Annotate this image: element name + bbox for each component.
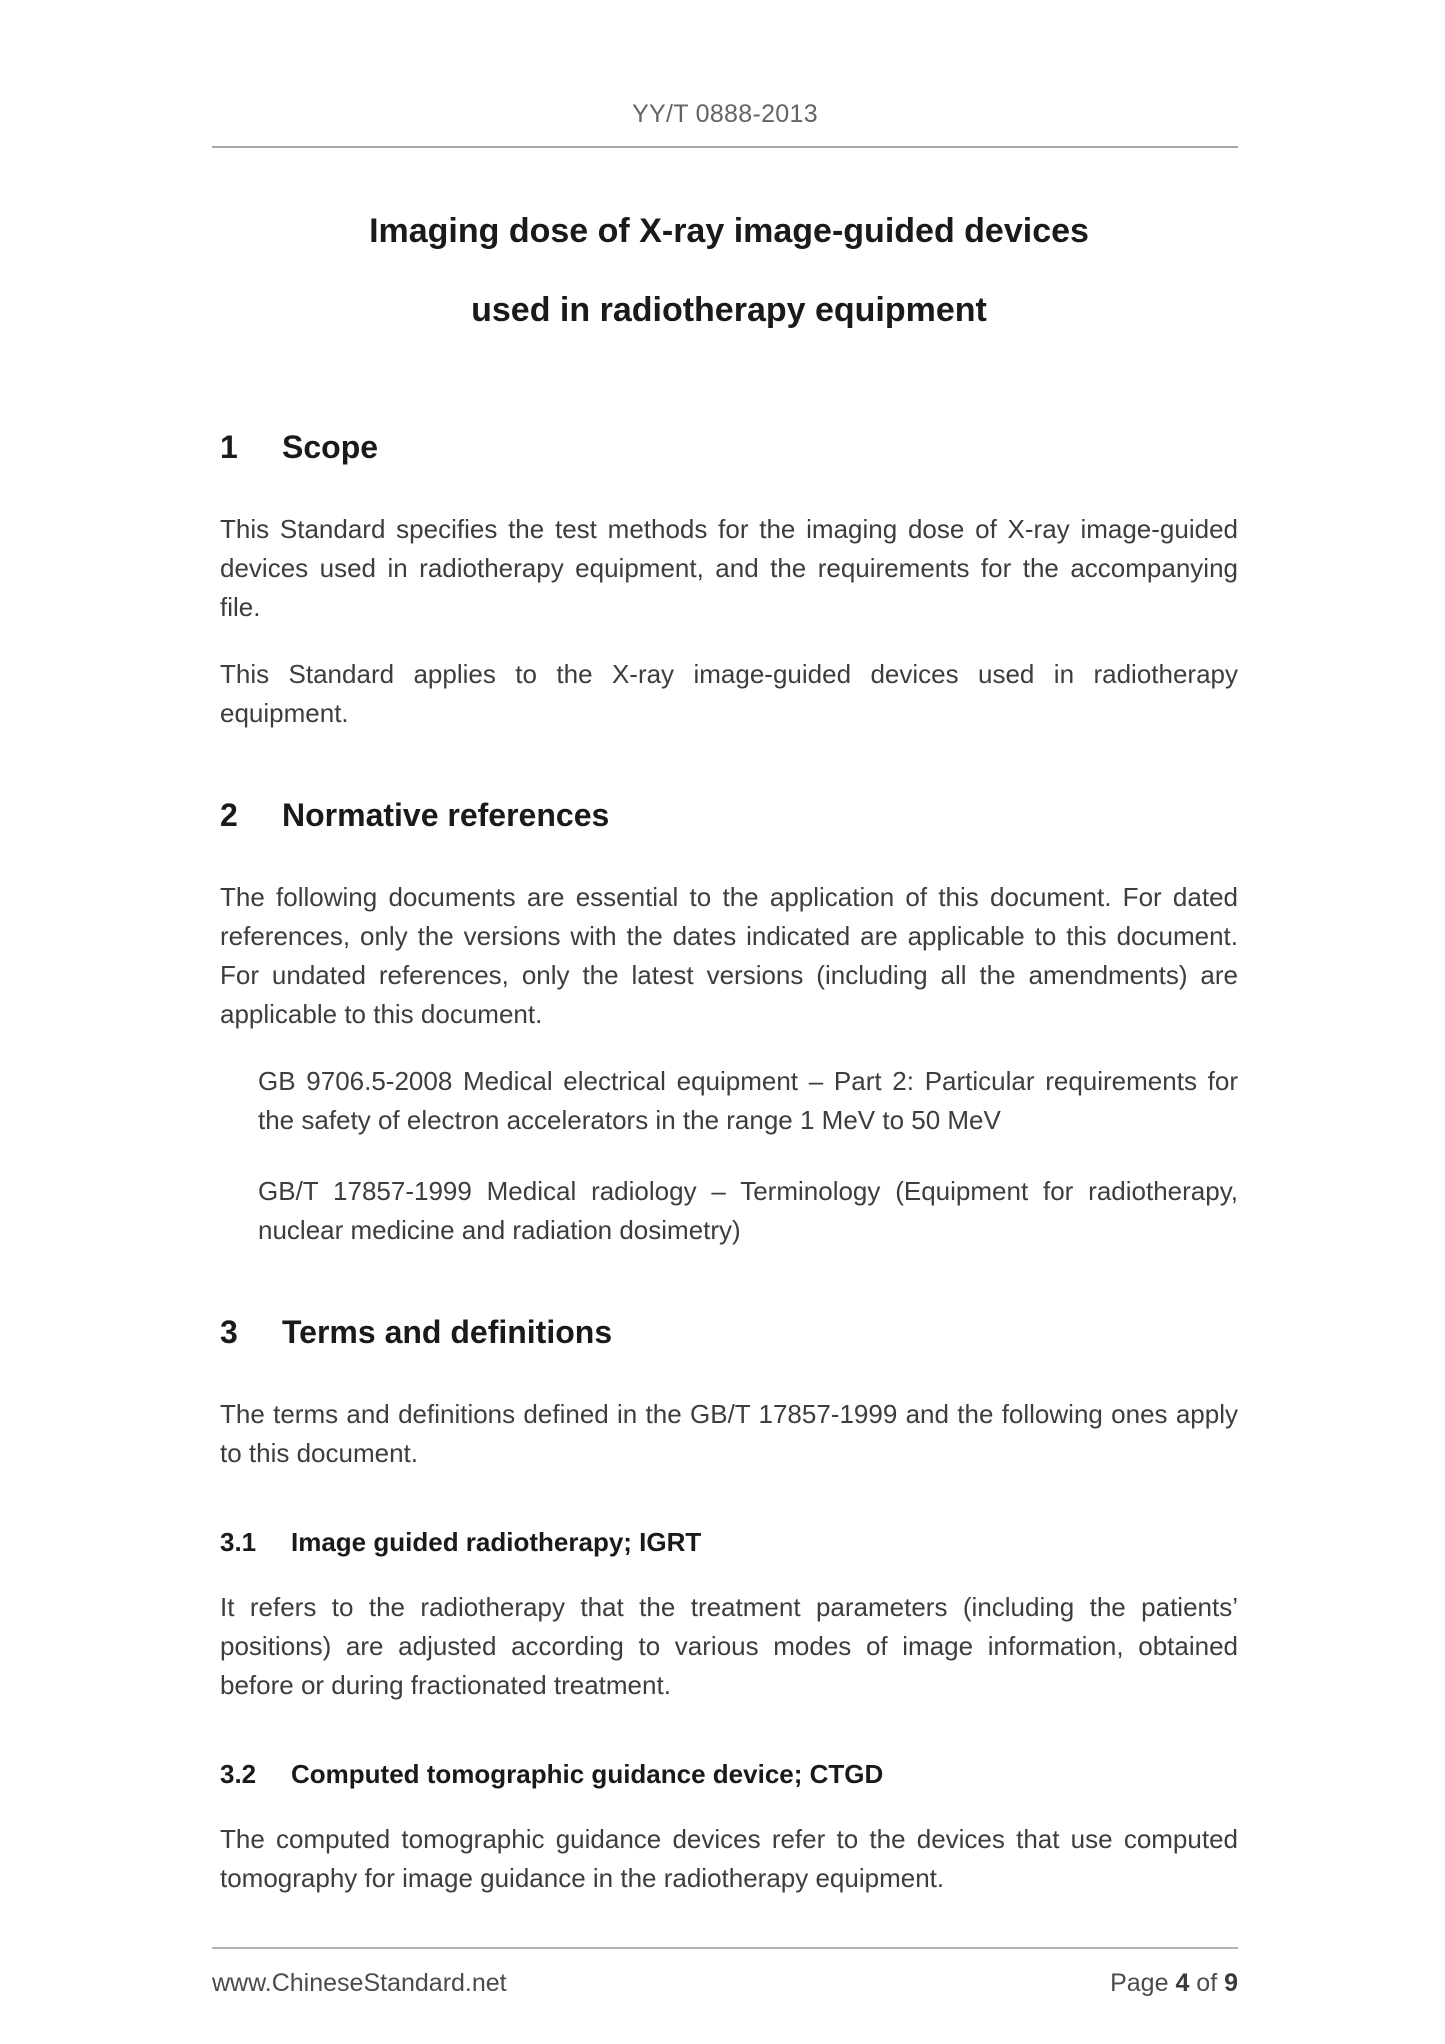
page-label: Page xyxy=(1110,1969,1176,1997)
section-2-title: Normative references xyxy=(282,797,610,833)
section-1-title: Scope xyxy=(282,429,379,465)
term-3-2-heading xyxy=(220,1759,1238,1790)
section-1-number: 1 xyxy=(220,429,238,465)
document-title xyxy=(220,210,1238,331)
page-number: 4 xyxy=(1175,1969,1190,1997)
website-link[interactable]: www.ChineseStandard.net xyxy=(212,1969,507,1997)
term-3-1-number: 3.1 xyxy=(220,1527,257,1557)
term-3-1-heading xyxy=(220,1527,1238,1558)
title-line-1: Imaging dose of X-ray image-guided devices xyxy=(369,212,1089,250)
footer-row xyxy=(212,1969,1238,1998)
terms-intro-paragraph: The terms and definitions defined in the GB/T 17857-1999 and the following ones apply to this document. xyxy=(220,1399,1238,1468)
page-header xyxy=(212,0,1238,148)
term-3-1-title: Image guided radiotherapy; IGRT xyxy=(291,1527,702,1557)
page-indicator xyxy=(1110,1969,1238,1998)
scope-paragraph-1: This Standard specifies the test methods for the imaging dose of X-ray image-guided devices used in radiotherapy equipment, and the requirements for the accompanying file. xyxy=(220,514,1238,622)
total-pages: 9 xyxy=(1224,1969,1238,1997)
section-3-heading xyxy=(220,1314,1238,1351)
normative-intro-paragraph: The following documents are essential to the application of this document. For dated references, only the versions with the dates indicated are applicable to this document. For undated references, only the latest versions (including all the amendments) are applicable to this document. xyxy=(220,882,1238,1029)
term-3-2-definition: The computed tomographic guidance devices refer to the devices that use computed tomography for image guidance in the radiotherapy equipment. xyxy=(220,1824,1238,1893)
doc-number: YY/T 0888-2013 xyxy=(632,100,818,128)
header-rule xyxy=(212,146,1238,148)
term-3-1-definition: It refers to the radiotherapy that the treatment parameters (including the patients’ positions) are adjusted according to various modes of image information, obtained before or during fractionated treatment. xyxy=(220,1592,1238,1700)
section-3-title: Terms and definitions xyxy=(282,1314,613,1350)
term-3-2-number: 3.2 xyxy=(220,1759,257,1789)
reference-gb-9706: GB 9706.5-2008 Medical electrical equipment – Part 2: Particular requirements for the safety of electron accelerators in the range 1 MeV to 50 MeV xyxy=(258,1066,1238,1135)
of-label: of xyxy=(1189,1969,1225,1997)
section-2-heading xyxy=(220,797,1238,834)
term-3-2-title: Computed tomographic guidance device; CTGD xyxy=(291,1759,884,1789)
page-footer xyxy=(212,1947,1238,1998)
section-3-number: 3 xyxy=(220,1314,238,1350)
document-body xyxy=(220,210,1238,1898)
reference-gbt-17857: GB/T 17857-1999 Medical radiology – Terminology (Equipment for radiotherapy, nuclear medicine and radiation dosimetry) xyxy=(258,1176,1238,1245)
title-line-2: used in radiotherapy equipment xyxy=(471,290,987,329)
section-1-heading xyxy=(220,429,1238,466)
scope-paragraph-2: This Standard applies to the X-ray image-guided devices used in radiotherapy equipment. xyxy=(220,659,1238,728)
section-2-number: 2 xyxy=(220,797,238,833)
